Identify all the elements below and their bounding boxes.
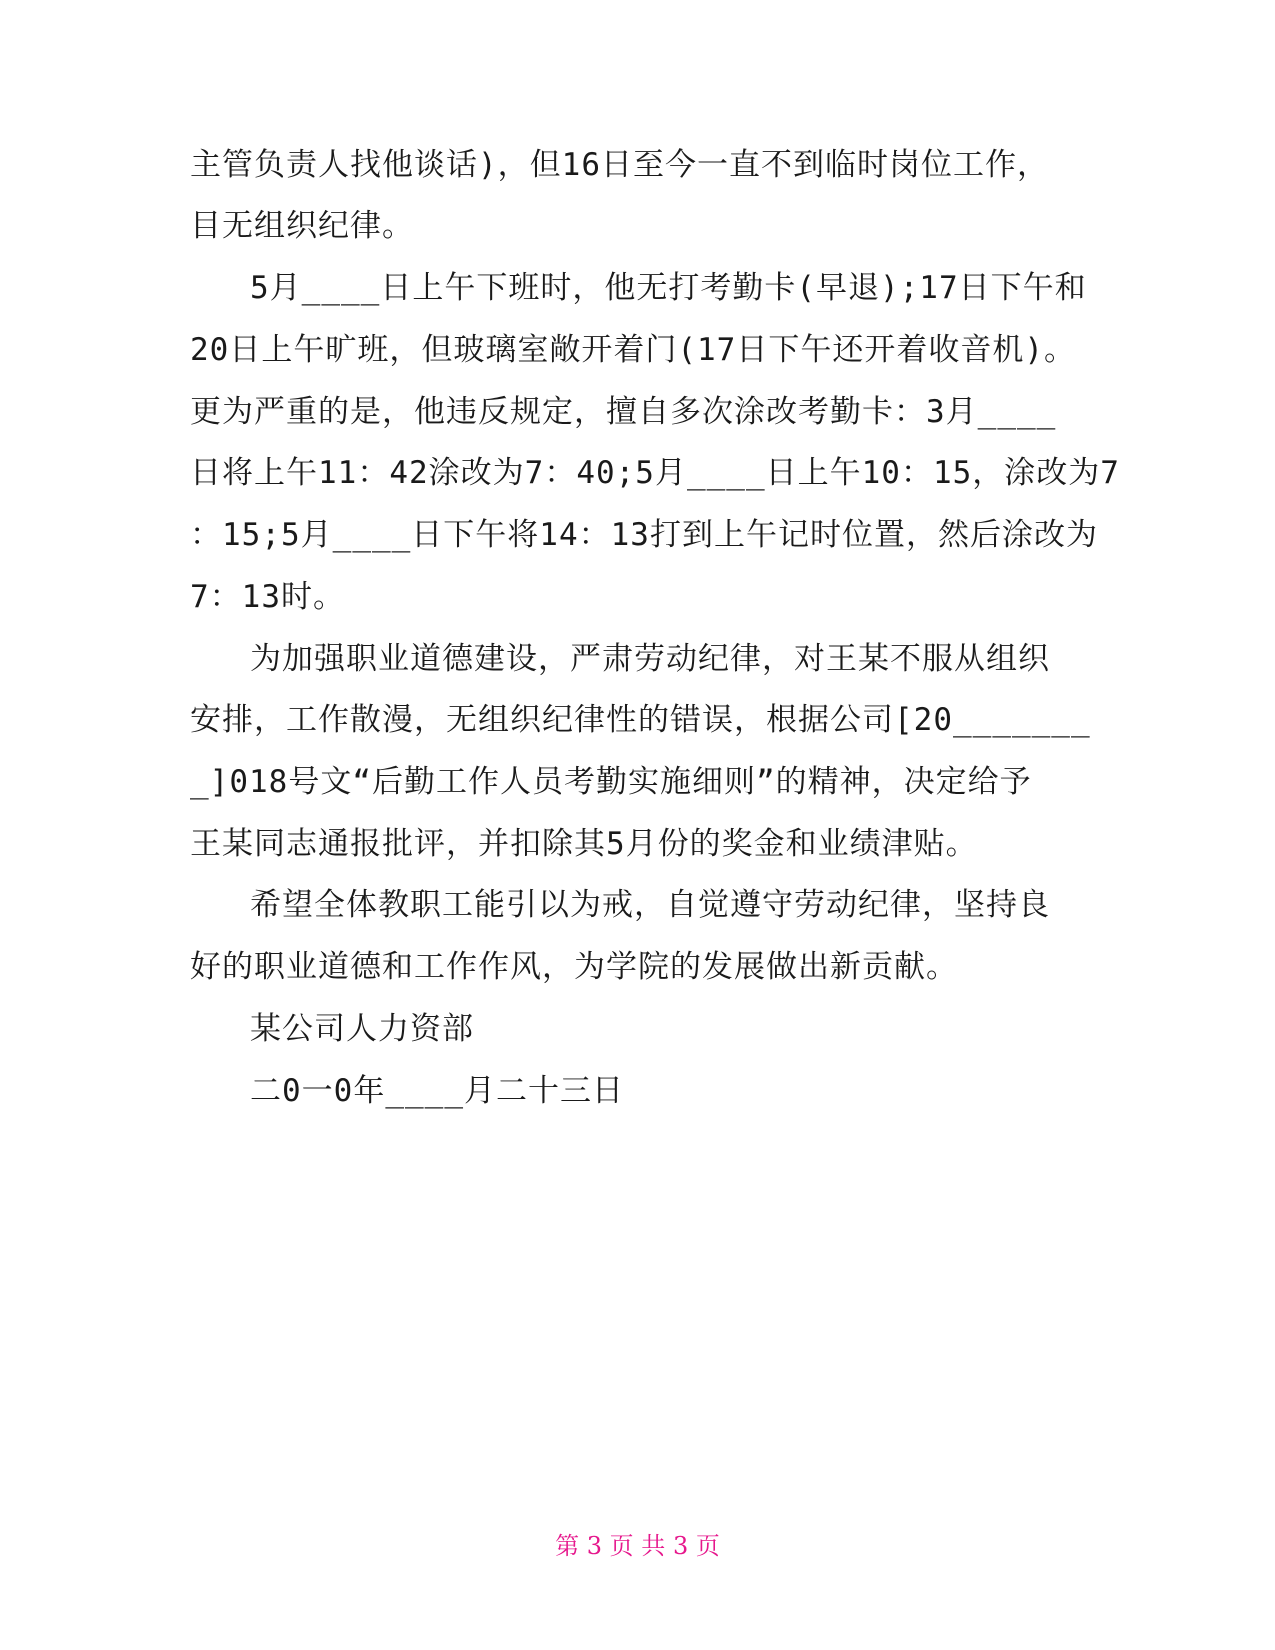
body-line-5: 更为严重的是，他违反规定，擅自多次涂改考勤卡：3月____ xyxy=(190,394,1057,430)
body-line-10: 安排，工作散漫，无组织纪律性的错误，根据公司[20_______ xyxy=(190,702,1091,738)
body-line-1: 主管负责人找他谈话)，但16日至今一直不到临时岗位工作， xyxy=(190,147,1049,183)
body-line-9: 为加强职业道德建设，严肃劳动纪律，对王某不服从组织 xyxy=(250,641,1050,677)
body-line-11: _]018号文“后勤工作人员考勤实施细则”的精神，决定给予 xyxy=(190,764,1032,800)
signature-org: 某公司人力资部 xyxy=(250,1011,474,1047)
signature-date: 二0一0年____月二十三日 xyxy=(250,1073,624,1109)
body-line-14: 好的职业道德和工作作风，为学院的发展做出新贡献。 xyxy=(190,949,958,985)
body-line-2: 目无组织纪律。 xyxy=(190,208,414,244)
body-line-7: ：15;5月____日下午将14：13打到上午记时位置，然后涂改为 xyxy=(190,517,1098,553)
body-line-8: 7：13时。 xyxy=(190,579,345,615)
body-line-13: 希望全体教职工能引以为戒，自觉遵守劳动纪律，坚持良 xyxy=(250,887,1050,923)
body-line-6: 日将上午11：42涂改为7：40;5月____日上午10：15，涂改为7 xyxy=(190,455,1120,491)
body-line-12: 王某同志通报批评，并扣除其5月份的奖金和业绩津贴。 xyxy=(190,826,978,862)
page-number-footer: 第 3 页 共 3 页 xyxy=(555,1532,720,1560)
body-line-4: 20日上午旷班，但玻璃室敞开着门(17日下午还开着收音机)。 xyxy=(190,332,1076,368)
body-line-3: 5月____日上午下班时，他无打考勤卡(早退);17日下午和 xyxy=(250,270,1087,306)
